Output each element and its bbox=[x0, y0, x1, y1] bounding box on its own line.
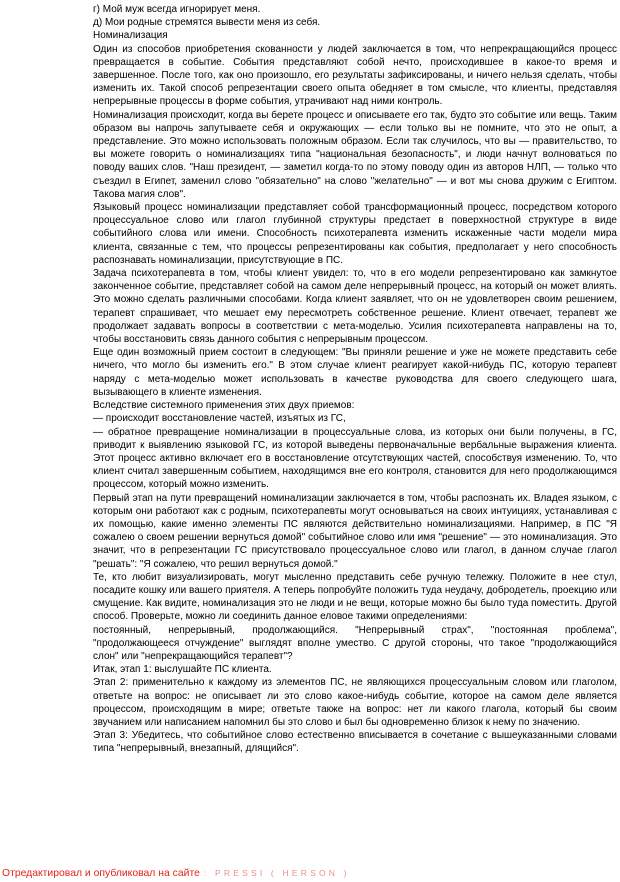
paragraph: Один из способов приобретения скованности у людей заключается в том, что непрекращающийся процесс превращается в событие. События представляют собой нечто, происходившее в какое-то время и завершенное. После того, как оно произошло, его результаты зафиксированы, и ничего нельзя сделать, чтобы изменить их. Такой способ репрезентации своего опыта обедняет в том смысле, что клиенты, представляя непрерывные процессы в форме события, утрачивают над ними контроль. bbox=[93, 43, 617, 108]
paragraph: Вследствие системного применения этих двух приемов: bbox=[93, 400, 355, 412]
section-heading: Номинализация bbox=[93, 30, 168, 42]
paragraph: Итак, этап 1: выслушайте ПС клиента. bbox=[93, 664, 272, 676]
paragraph: Задача психотерапевта в том, чтобы клиент увидел: то, что в его модели репрезентировано как замкнутое законченное событие, представляет собой на самом деле непрерывный процесс, на который он может влиять. Это можно сделать различными способами. Когда клиент заявляет, что он не удовлетворен своим решением, терапевт спрашивает, что мешает ему пересмотреть собственное решение. Клиент отвечает, терапевт же продолжает задавать вопросы в соответствии с мета-моделью. Усилия психотерапевта направлены на то, чтобы восстановить связь данного события с непрерывным процессом. bbox=[93, 268, 617, 346]
paragraph: Языковый процесс номинализации представляет собой трансформационный процесс, посредством которого процессуальное слово или глагол глубинной структуры предстает в поверхностной структуре в виде событийного слова или имени. Способность психотерапевта изменить искаженные части модели мира клиента, связанные с тем, что процессы репрезентированы как события, предполагает у него способность распознавать номинализации, присутствующие в ПС. bbox=[93, 202, 617, 266]
paragraph: Этап 2: применительно к каждому из элементов ПС, не являющихся процессуальным словом или глаголом, ответьте на вопрос: не описывает ли это слово какое-нибудь событие, которое на самом деле является процессом, происходящим в мире; ответьте также на вопрос: нет ли какого глагола, который бы своим звучанием или написанием напомнил бы это слово и был бы одновременно близок к нему по значению. bbox=[93, 677, 617, 728]
paragraph: Первый этап на пути превращений номинализации заключается в том, чтобы распознать их. Владея языком, с которым они работают как с родным, психотерапевты могут основываться на своих интуициях, устанавливая с их помощью, какие именно элементы ПС являются действительно номинализациями. Например, в ПС "Я сожалею о своем решении вернуться домой" событийное слово или имя "решение" — это номинализация. Это значит, что в репрезентации ГС присутствовало процессуальное слово или глагол, в данном случае глагол "решать": "Я сожалею, что решил вернуться домой." bbox=[93, 492, 617, 570]
list-item: — происходит восстановление частей, изъятых из ГС, bbox=[93, 413, 346, 425]
site-logo: : PRESSI ( HERSON ) bbox=[203, 868, 350, 878]
footer-credit bbox=[2, 868, 350, 879]
list-item-g: г) Мой муж всегда игнорирует меня. bbox=[93, 4, 261, 15]
paragraph: Этап 3: Убедитесь, что событийное слово естественно вписывается в сочетание с вышеуказанными словами типа "непрерывный, внезапный, длящийся". bbox=[93, 730, 617, 755]
footer-text: Отредактировал и опубликовал на сайте bbox=[2, 868, 200, 879]
paragraph: постоянный, непрерывный, продолжающийся. "Непрерывный страх", "постоянная проблема", "продолжающееся отчуждение" выглядят вполне умество. С другой стороны, что такое "продолжающийся слон" или "непрекращающийся терапевт"? bbox=[93, 624, 617, 662]
document-body bbox=[93, 3, 617, 756]
paragraph: Те, кто любит визуализировать, могут мысленно представить себе ручную тележку. Положите в нее стул, посадите кошку или вашего приятеля. А теперь попробуйте положить туда неудачу, добродетель, проекцию или смущение. Как видите, номинализация это не люди и не вещи, которые можно бы было туда поместить. Другой способ. Проверьте, можно ли соединить данное еловое такими определениями: bbox=[93, 571, 617, 623]
list-item: — обратное превращение номинализации в процессуальные слова, из которых они были получены, в ГС, приводит к выявлению языковой ГС, из которой выведены первоначальные вербальные выражения клиента. Этот процесс активно включает его в восстановление отсутствующих частей, способствуя изменению. То, что клиент считал завершенным событием, находящимся вне его контроля, становится для него продолжающимся процессом, который можно изменить. bbox=[93, 426, 617, 491]
paragraph: Номинализация происходит, когда вы берете процесс и описываете его так, будто это событие или вещь. Таким образом вы напрочь запутываете себя и окружающих — если только вы не помните, что это не опыт, а представление. Это можно использовать положным образом. Если так случилось, что вы — правительство, то вы можете говорить о номинализациях типа "национальная безопасность", и люди начнут волноваться по поводу ваших слов. "Наш президент, — заметил когда-то по этому поводу один из авторов НЛП, — только что съездил в Египет, заменил слово "обязательно" на слово "желательно" — и вот мы снова дружим с Египтом. Такова магия слов". bbox=[93, 109, 617, 200]
paragraph: Еще один возможный прием состоит в следующем: "Вы приняли решение и уже не можете представить себе ничего, что могло бы изменить его." В этом случае клиент реагирует какой-нибудь ПС, которую терапевт наряду с мета-моделью может использовать в качестве руководства для своего следующего шага, вызывающего в клиенте изменения. bbox=[93, 347, 617, 398]
list-item-d: д) Мои родные стремятся вывести меня из себя. bbox=[93, 17, 321, 29]
